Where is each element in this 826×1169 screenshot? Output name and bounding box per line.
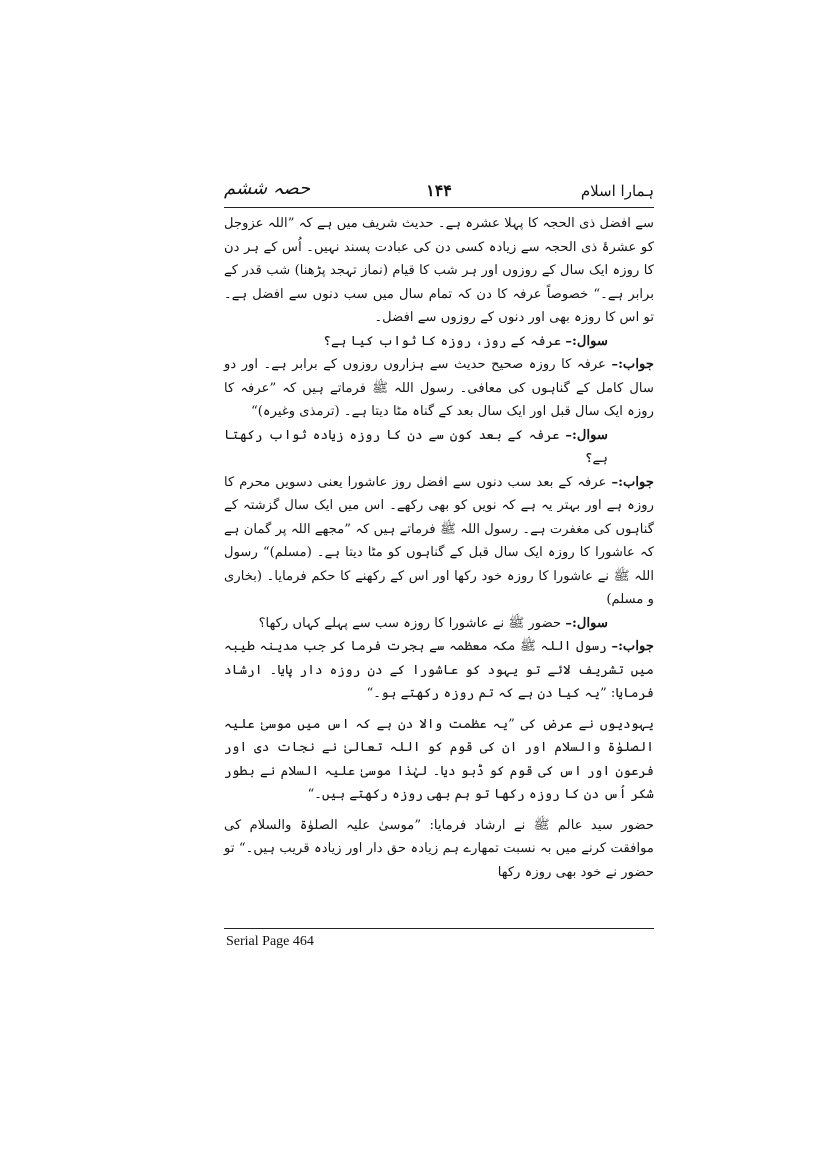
question <box>224 424 654 471</box>
page-number: ۱۴۴ <box>426 181 452 200</box>
paragraph-text: سے افضل ذی الحجہ کا پہلا عشرہ ہے۔ حدیث شریف میں ہے کہ ”اللہ عزوجل کو عشرۂ ذی الحجہ سے زیادہ کسی دن کی عبادت پسند نہیں۔ اُس کے ہر دن کا روزہ ایک سال کے روزوں اور ہر شب کا قیام (نماز تہجد پڑھنا) شب قدر کے برابر ہے۔“ خصوصاً عرفہ کا دن کہ تمام سال میں سب دنوں سے افضل ہے۔ تو اس کا روزہ بھی اور دنوں کے روزوں سے افضل۔ <box>224 216 654 325</box>
question-text: حضور ﷺ نے عاشورا کا روزہ سب سے پہلے کہاں رکھا؟ <box>258 615 562 631</box>
paragraph-text: حضور سید عالم ﷺ نے ارشاد فرمایا: ”موسیٰ علیہ الصلوٰۃ والسلام کی موافقت کرنے میں بہ نسبت تمھارے ہم زیادہ حق دار اور زیادہ قریب ہیں۔“ تو حضور نے خود بھی روزہ رکھا <box>224 817 654 880</box>
question-label: سوال:– <box>565 427 608 443</box>
answer-text: عرفہ کا روزہ صحیح حدیث سے ہزاروں روزوں کے برابر ہے۔ اور دو سال کامل کے گناہوں کی معافی۔ رسول اللہ ﷺ فرماتے ہیں کہ ”عرفہ کا روزہ ایک سال قبل اور ایک سال بعد کے گناہ مٹا دیتا ہے۔ (ترمذی وغیرہ)“ <box>224 357 654 419</box>
page-header <box>224 178 654 204</box>
answer <box>224 353 654 424</box>
question-text: عرفہ کے روز، روزہ کا ثواب کیا ہے؟ <box>323 333 562 349</box>
answer-label: جواب:– <box>611 474 654 490</box>
paragraph <box>224 814 654 885</box>
answer-text: عرفہ کے بعد سب دنوں سے افضل روز عاشورا یعنی دسویں محرم کا روزہ ہے اور بہتر یہ ہے کہ نویں کو بھی رکھے۔ اس میں ایک سال گزشتہ کے گناہوں کی مغفرت ہے۔ رسول اللہ ﷺ فرماتے ہیں کہ ”مجھے اللہ پر گمان ہے کہ عاشورا کا روزہ ایک سال قبل کے گناہوں کو مٹا دیتا ہے۔ (مسلم)“ رسول اللہ ﷺ نے عاشورا کا روزہ خود رکھا اور اس کے رکھنے کا حکم فرمایا۔ (بخاری و مسلم) <box>224 474 654 607</box>
book-title: ہمارا اسلام <box>580 182 654 200</box>
answer-text: رسول اللہ ﷺ مکہ معظمہ سے ہجرت فرما کر جب مدینہ طیبہ میں تشریف لائے تو یہود کو عاشورا کے دن روزہ دار پایا۔ ارشاد فرمایا: ”یہ کیا دن ہے کہ تم روزہ رکھتے ہو۔“ <box>224 639 654 701</box>
answer-label: جواب:– <box>611 357 654 372</box>
answer <box>224 635 654 706</box>
question <box>224 612 654 636</box>
page-body <box>224 212 654 884</box>
serial-page-label: Serial Page 464 <box>226 934 314 949</box>
header-rule <box>224 207 654 208</box>
paragraph-text: یہودیوں نے عرض کی ”یہ عظمت والا دن ہے کہ اس میں موسیٰ علیہ الصلوٰۃ والسلام اور ان کی قوم کو اللہ تعالیٰ نے نجات دی اور فرعون اور اس کی قوم کو ڈبو دیا۔ لہٰذا موسیٰ علیہ السلام نے بطور شکر اُس دن کا روزہ رکھا تو ہم بھی روزہ رکھتے ہیں۔“ <box>224 716 654 802</box>
question <box>224 330 654 354</box>
question-text: عرفہ کے بعد کون سے دن کا روزہ زیادہ ثواب رکھتا ہے؟ <box>224 427 608 466</box>
question-label: سوال:– <box>565 615 608 631</box>
answer <box>224 471 654 612</box>
question-label: سوال:– <box>565 333 608 349</box>
paragraph <box>224 713 654 807</box>
paragraph <box>224 212 654 330</box>
answer-label: جواب:– <box>611 639 654 654</box>
part-label: حصہ ششم <box>224 178 311 199</box>
footer-rule <box>224 928 654 929</box>
